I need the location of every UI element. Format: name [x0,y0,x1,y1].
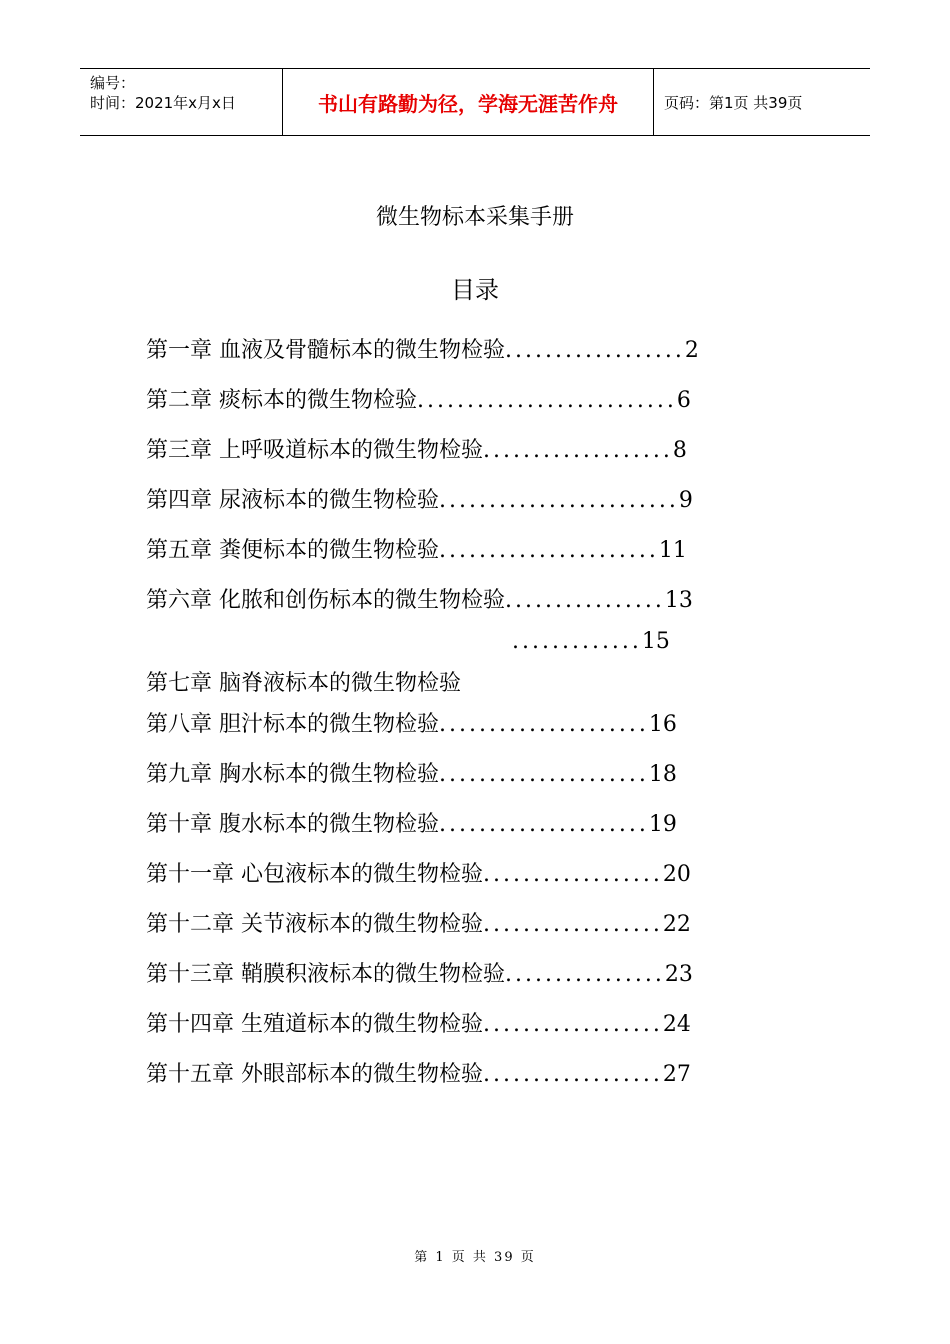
toc-entry[interactable] [146,1057,691,1093]
header-left-cell [80,69,282,135]
toc-entry[interactable] [146,857,691,893]
toc-entry-leader: ................ [505,588,665,613]
toc-entry-label: 第四章 尿液标本的微生物检验 [146,488,439,513]
toc-entry-page: 23 [664,962,693,987]
toc-entry-label: 第十四章 生殖道标本的微生物检验 [146,1012,483,1037]
toc-entry[interactable] [146,666,461,702]
toc-entry-leader: ................ [505,962,665,987]
toc-entry-page: 22 [662,912,691,937]
toc-entry-label: 第一章 血液及骨髓标本的微生物检验 [146,338,505,363]
toc-entry[interactable] [146,533,687,569]
toc-entry-label: 第十五章 外眼部标本的微生物检验 [146,1062,483,1087]
toc-entry-page: 6 [676,388,691,413]
toc-title: 目录 [451,276,499,304]
number-label: 编号： [90,74,136,92]
date-label: 时间：2021年x月x日 [90,94,236,112]
toc-entry[interactable] [146,1007,691,1043]
toc-entry-leader: .......................... [417,388,677,413]
toc-entry[interactable] [146,333,699,369]
toc-entry[interactable] [146,957,693,993]
page-header [80,68,870,136]
document-title: 微生物标本采集手册 [375,205,574,230]
toc-entry-label: 第十一章 心包液标本的微生物检验 [146,862,483,887]
toc-entry-leader: .................. [483,1062,663,1087]
toc-entry[interactable] [146,383,691,419]
toc-entry-label: 第二章 痰标本的微生物检验 [146,388,417,413]
toc-entry[interactable] [146,483,693,519]
toc-entry-label: 第十三章 鞘膜积液标本的微生物检验 [146,962,505,987]
toc-entry-page: 18 [648,762,677,787]
toc-entry-label: 第十章 腹水标本的微生物检验 [146,812,439,837]
toc-entry-leader: ..................... [439,812,649,837]
toc-entry-label: 第六章 化脓和创伤标本的微生物检验 [146,588,505,613]
toc-entry[interactable] [146,757,677,793]
toc-entry-leader: ..................... [439,762,649,787]
toc-entry-leader: ..................... [439,712,649,737]
toc-entry[interactable] [146,433,687,469]
toc-entry-leader: ............. [512,629,642,654]
motto: 书山有路勤为径，学海无涯苦作舟 [282,69,654,135]
toc-entry-leader: ........................ [439,488,679,513]
toc-entry-leader: .................. [483,862,663,887]
toc-entry-label: 第三章 上呼吸道标本的微生物检验 [146,438,483,463]
toc-entry-label: 第八章 胆汁标本的微生物检验 [146,712,439,737]
toc-entry-page: 2 [684,338,699,363]
page-footer: 第 1 页 共 39 页 [414,1250,536,1265]
toc-entry-page: 19 [648,812,677,837]
toc-entry-page: 11 [658,538,687,563]
toc-entry[interactable] [512,624,670,660]
page-info: 页码：第1页 共39页 [664,93,803,112]
toc-entry-page: 16 [648,712,677,737]
toc-entry-page: 27 [662,1062,691,1087]
toc-entry[interactable] [146,707,677,743]
toc-entry-page: 8 [672,438,687,463]
toc-entry-label: 第九章 胸水标本的微生物检验 [146,762,439,787]
toc-entry-leader: ...................... [439,538,659,563]
toc-entry-label: 第五章 粪便标本的微生物检验 [146,538,439,563]
toc-entry-page: 20 [662,862,691,887]
toc-entry[interactable] [146,807,677,843]
toc-entry-label: 第七章 脑脊液标本的微生物检验 [146,671,461,696]
toc-entry-leader: ................... [483,438,673,463]
toc-entry-page: 9 [678,488,693,513]
toc-entry[interactable] [146,907,691,943]
toc-entry-page: 15 [641,629,670,654]
toc-entry-leader: .................. [483,1012,663,1037]
toc-entry[interactable] [146,583,693,619]
toc-entry-page: 13 [664,588,693,613]
toc-entry-page: 24 [662,1012,691,1037]
toc-entry-leader: .................. [483,912,663,937]
toc-entry-label: 第十二章 关节液标本的微生物检验 [146,912,483,937]
toc-entry-leader: .................. [505,338,685,363]
